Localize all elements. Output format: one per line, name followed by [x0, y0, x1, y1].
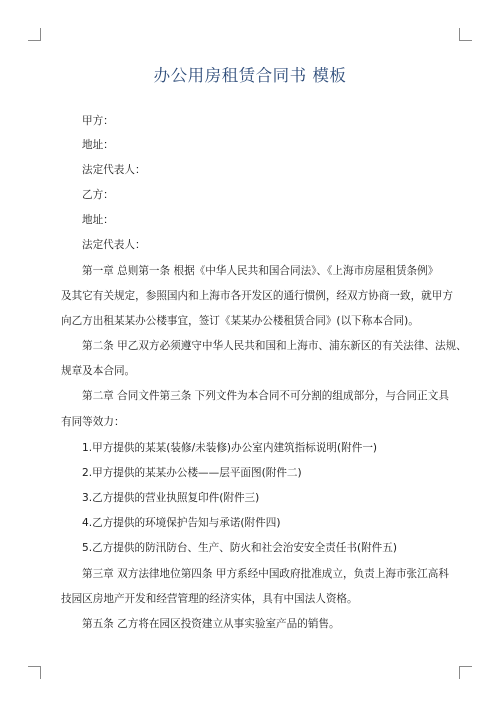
annex-item-2: 2.甲方提供的某某办公楼——层平面图(附件二): [82, 467, 302, 479]
party-a-representative-label: 法定代表人：: [82, 164, 146, 176]
chapter1-line2: 及其它有关规定，参照国内和上海市各开发区的通行惯例，经双方协商一致，就甲方: [61, 290, 453, 302]
crop-mark-top-right-h: [459, 40, 472, 41]
annex-item-1: 1.甲方提供的某某(装修/未装修)办公室内建筑指标说明(附件一): [82, 442, 378, 454]
crop-mark-bottom-right-v: [459, 666, 460, 679]
document-title: 办公用房租赁合同书 模板: [153, 66, 347, 85]
party-b-representative-label: 法定代表人：: [82, 239, 146, 251]
chapter3-line1: 第三章 双方法律地位第四条 甲方系经中国政府批准成立，负责上海市张江高科: [82, 568, 449, 580]
chapter1-line3: 向乙方出租某某办公楼事宜，签订《某某办公楼租赁合同》(以下称本合同)。: [61, 315, 419, 327]
chapter3-line2: 技园区房地产开发和经营管理的经济实体，具有中国法人资格。: [61, 593, 358, 605]
annex-item-4: 4.乙方提供的环境保护告知与承诺(附件四): [82, 517, 281, 529]
annex-item-5: 5.乙方提供的防汛防台、生产、防火和社会治安安全责任书(附件五): [82, 542, 397, 554]
annex-item-3: 3.乙方提供的营业执照复印件(附件三): [82, 492, 260, 504]
article2-line2: 规章及本合同。: [61, 365, 136, 377]
chapter1-line1: 第一章 总则第一条 根据《中华人民共和国合同法》、《上海市房屋租赁条例》: [82, 265, 439, 277]
chapter2-line2: 有同等效力：: [61, 416, 125, 428]
crop-mark-top-left-v: [40, 28, 41, 41]
crop-mark-bottom-left-v: [40, 666, 41, 679]
crop-mark-top-right-v: [459, 28, 460, 41]
party-a-address-label: 地址：: [82, 139, 114, 151]
article2-line1: 第二条 甲乙双方必须遵守中华人民共和国和上海市、浦东新区的有关法律、法规、: [82, 340, 467, 352]
party-b-label: 乙方：: [82, 189, 114, 201]
party-b-address-label: 地址：: [82, 214, 114, 226]
chapter2-line1: 第二章 合同文件第三条 下列文件为本合同不可分割的组成部分，与合同正文具: [82, 390, 449, 402]
party-a-label: 甲方：: [82, 115, 114, 127]
article5-line1: 第五条 乙方将在园区投资建立从事实验室产品的销售。: [82, 618, 340, 630]
crop-mark-bottom-right-h: [459, 666, 472, 667]
